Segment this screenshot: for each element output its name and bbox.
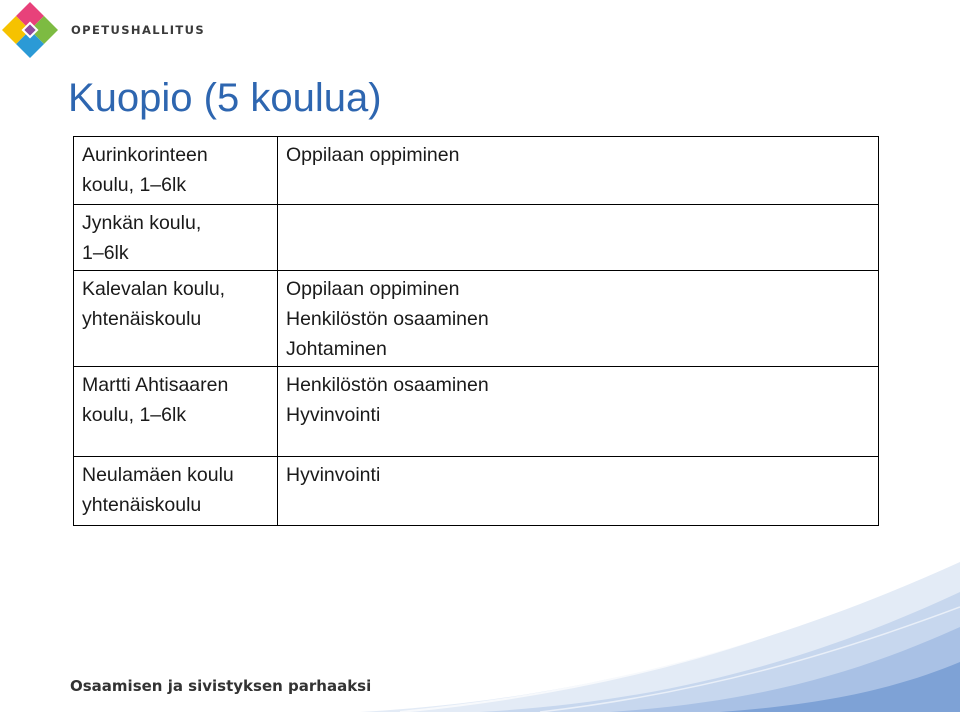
topic-cell bbox=[278, 367, 879, 457]
school-cell bbox=[74, 137, 278, 205]
school-name-line: koulu, 1–6lk bbox=[82, 174, 187, 196]
topic-cell bbox=[278, 205, 879, 271]
school-name-line: Martti Ahtisaaren bbox=[82, 374, 229, 396]
table-row bbox=[74, 137, 879, 205]
school-cell bbox=[74, 457, 278, 526]
topic-line: Hyvinvointi bbox=[286, 464, 381, 486]
decorative-waves bbox=[360, 552, 960, 712]
school-name-line: Kalevalan koulu, bbox=[82, 278, 226, 300]
school-name-line: koulu, 1–6lk bbox=[82, 404, 187, 426]
school-name-line: Neulamäen koulu bbox=[82, 464, 234, 486]
opetushallitus-logo bbox=[0, 0, 60, 60]
school-name-line: Jynkän koulu, bbox=[82, 212, 202, 234]
school-cell bbox=[74, 271, 278, 367]
school-cell bbox=[74, 367, 278, 457]
school-name-line: yhtenäiskoulu bbox=[82, 308, 202, 330]
topic-line: Hyvinvointi bbox=[286, 404, 381, 426]
topic-line: Oppilaan oppiminen bbox=[286, 144, 460, 166]
topic-line: Oppilaan oppiminen bbox=[286, 278, 460, 300]
org-name: OPETUSHALLITUS bbox=[71, 23, 206, 37]
footer-slogan: Osaamisen ja sivistyksen parhaaksi bbox=[70, 677, 372, 695]
page-title: Kuopio (5 koulua) bbox=[68, 76, 382, 120]
table-row bbox=[74, 367, 879, 457]
school-name-line: 1–6lk bbox=[82, 242, 129, 264]
topic-line: Henkilöstön osaaminen bbox=[286, 308, 489, 330]
school-cell bbox=[74, 205, 278, 271]
school-table bbox=[73, 136, 879, 526]
school-name-line: yhtenäiskoulu bbox=[82, 494, 202, 516]
topic-cell bbox=[278, 457, 879, 526]
school-name-line: Aurinkorinteen bbox=[82, 144, 208, 166]
table-row bbox=[74, 457, 879, 526]
topic-line: Henkilöstön osaaminen bbox=[286, 374, 489, 396]
topic-cell bbox=[278, 271, 879, 367]
topic-line: Johtaminen bbox=[286, 338, 387, 360]
table-row bbox=[74, 205, 879, 271]
topic-cell bbox=[278, 137, 879, 205]
table-row bbox=[74, 271, 879, 367]
